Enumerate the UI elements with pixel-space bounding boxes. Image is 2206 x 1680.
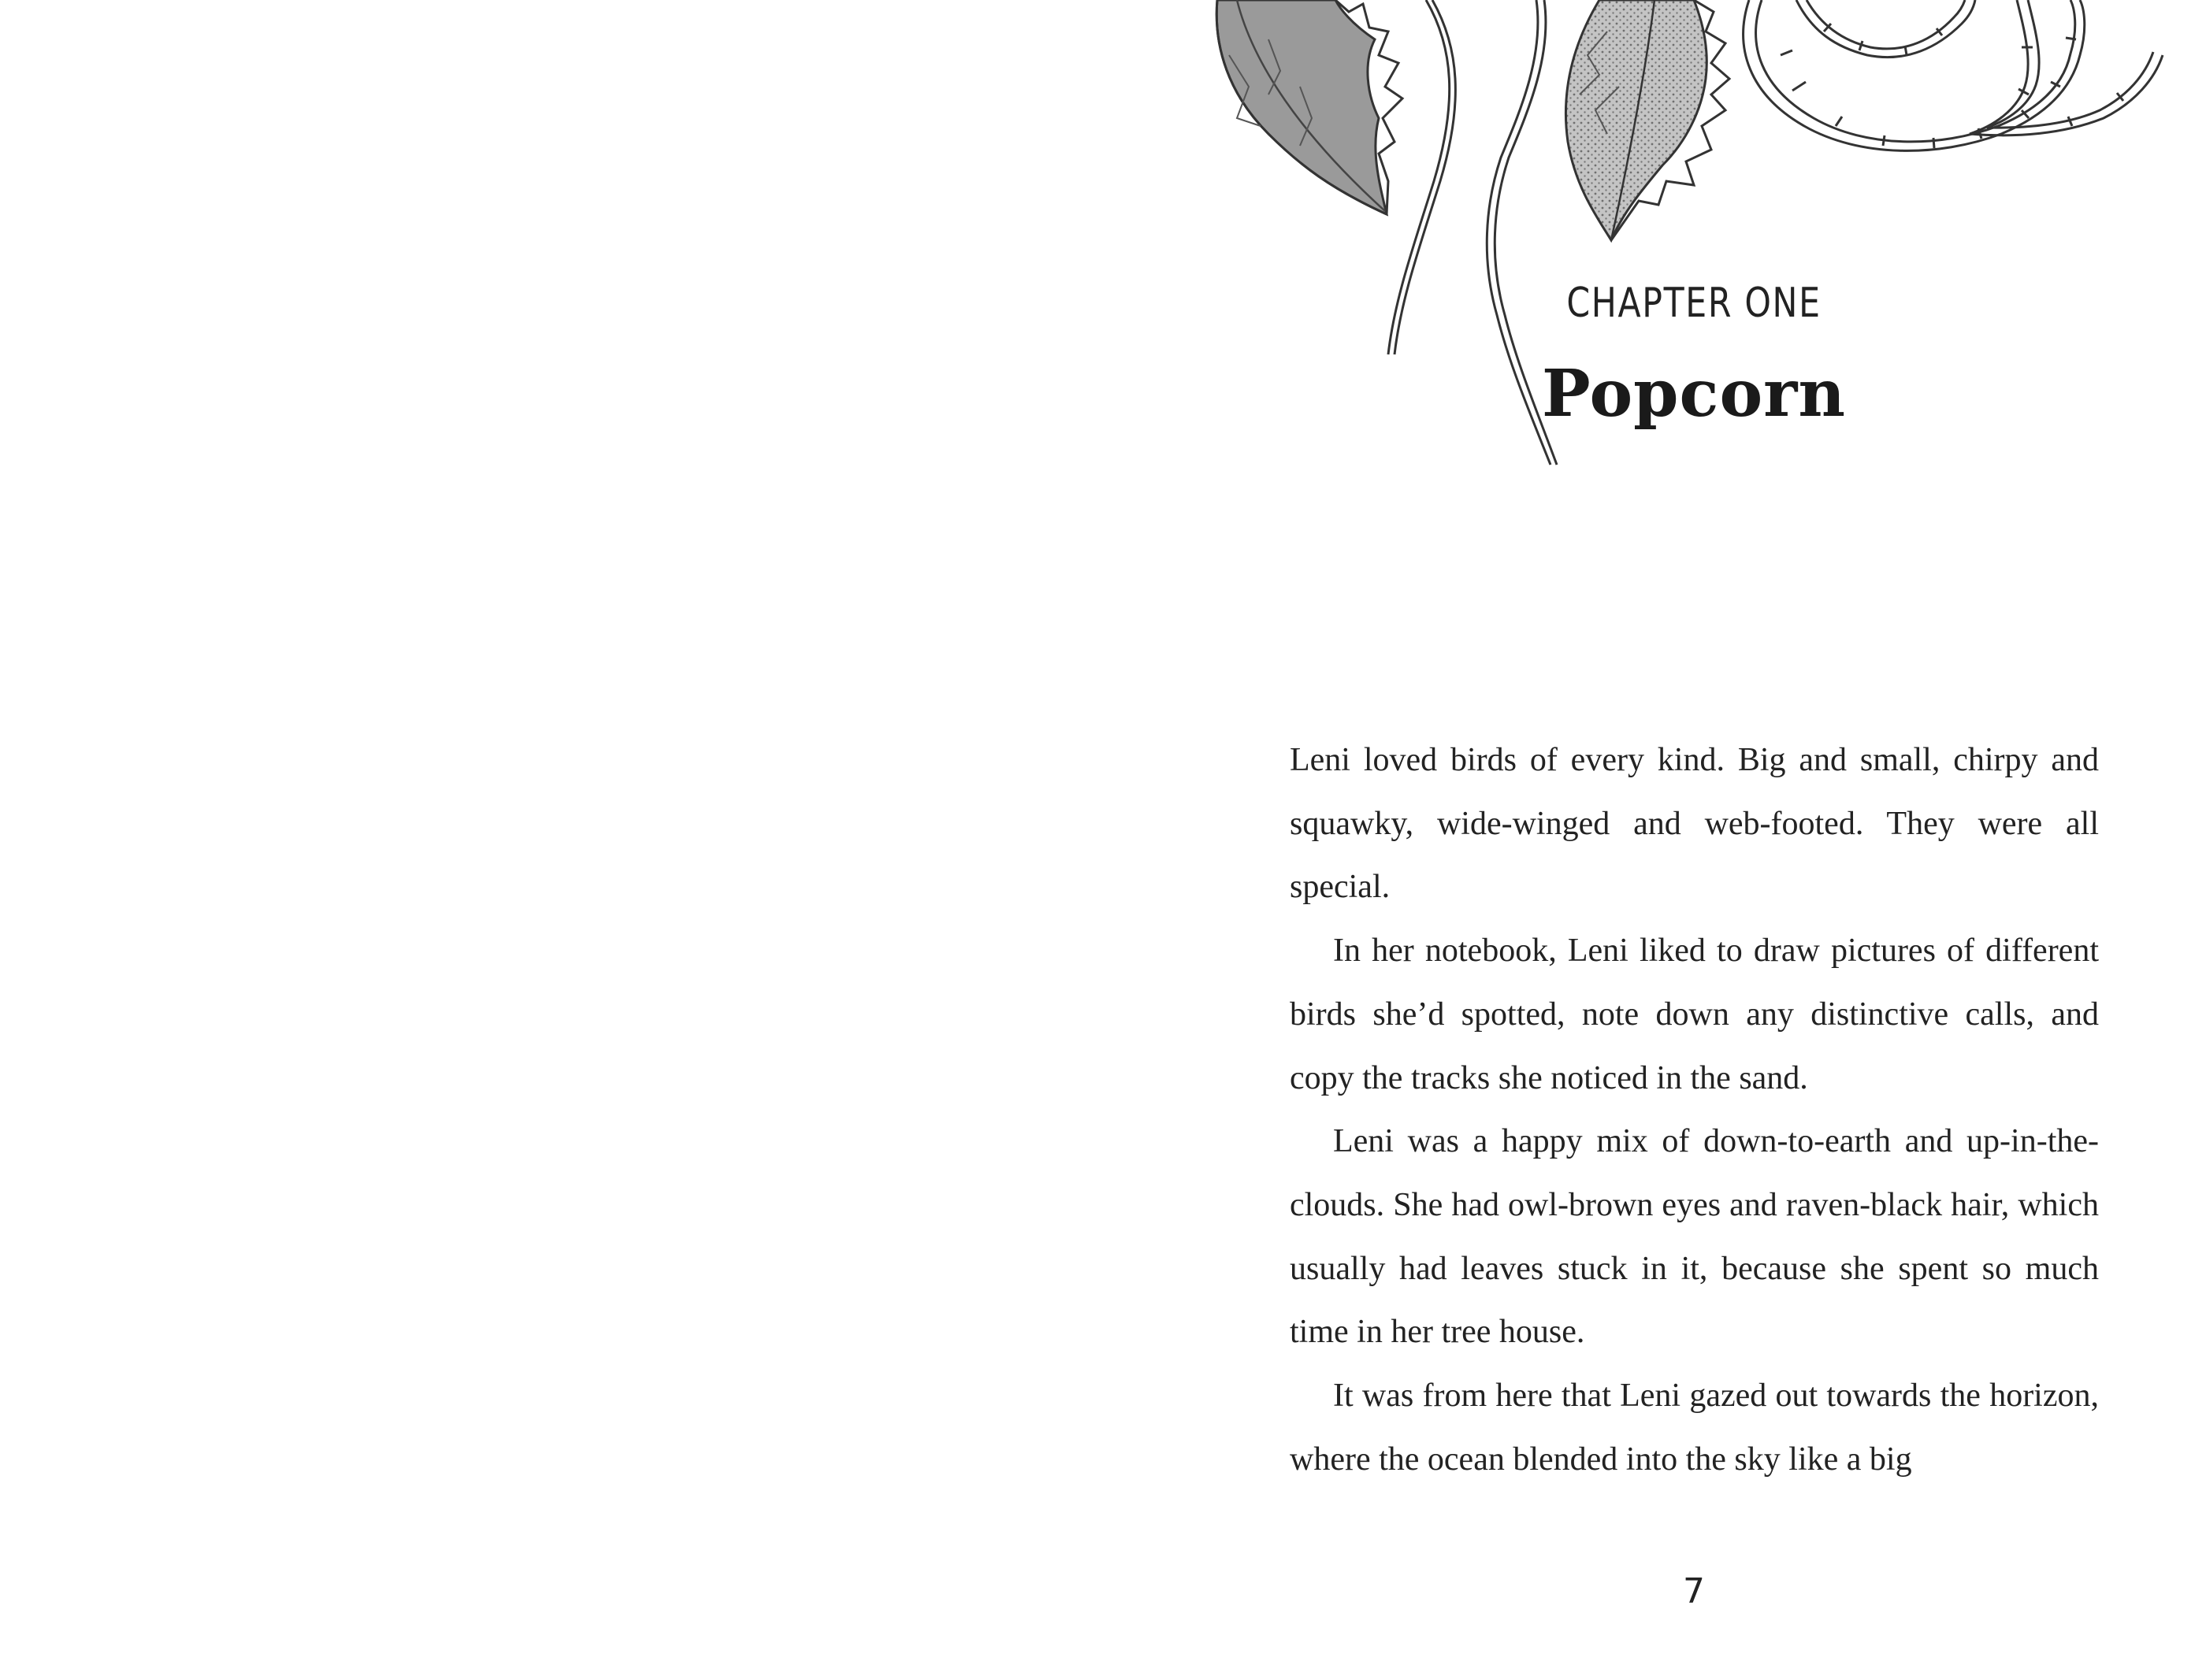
chapter-body-text: [1290, 729, 2099, 1491]
chapter-title: Popcorn: [1542, 356, 1846, 432]
paragraph-2: In her notebook, Leni liked to draw pictures of different birds she’d spotted, note down any distinctive calls, and copy the tracks she noticed in the sand.: [1290, 933, 2099, 1096]
chapter-label: CHAPTER ONE: [1566, 280, 1822, 327]
paragraph-1: Leni loved birds of every kind. Big and small, chirpy and squawky, wide-winged and web-footed. They were all special.: [1290, 742, 2099, 906]
paragraph-3: Leni was a happy mix of down-to-earth and up-in-the-clouds. She had owl-brown eyes and raven-black hair, which usually had leaves stuck in it, because she spent so much time in her tree house.: [1290, 1123, 2099, 1351]
dotted-feather-icon: [1565, 0, 1729, 240]
dark-feather-icon: [1216, 0, 1402, 214]
paragraph-4: It was from here that Leni gazed out towards the horizon, where the ocean blended into the sky like a big: [1290, 1378, 2099, 1478]
page-number: 7: [1683, 1571, 1705, 1611]
looping-vine-icon: [1744, 0, 2163, 150]
